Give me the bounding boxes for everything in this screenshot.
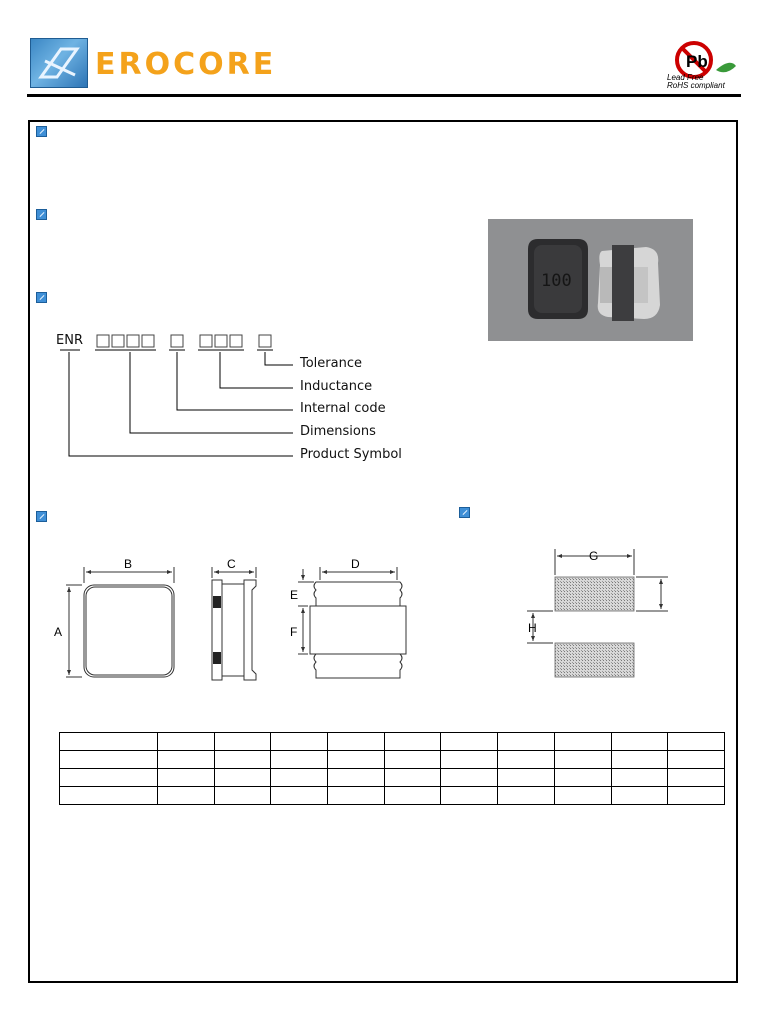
table-cell xyxy=(441,733,498,751)
table-row xyxy=(60,769,725,787)
table-cell xyxy=(554,787,611,805)
table-cell xyxy=(271,787,328,805)
table-cell xyxy=(158,787,215,805)
table-cell xyxy=(498,769,555,787)
part-number-prefix: ENR xyxy=(56,333,83,348)
table-cell xyxy=(611,733,668,751)
table-cell xyxy=(271,751,328,769)
table-cell xyxy=(441,787,498,805)
dim-label-b: B xyxy=(124,557,133,571)
table-cell xyxy=(498,787,555,805)
table-row xyxy=(60,787,725,805)
rohs-symbol: Pb xyxy=(686,52,708,71)
table-cell xyxy=(158,733,215,751)
table-cell xyxy=(60,787,158,805)
table-cell xyxy=(668,787,725,805)
table-cell xyxy=(384,733,441,751)
dim-label-c: C xyxy=(227,557,236,571)
table-cell xyxy=(668,733,725,751)
dim-label-a: A xyxy=(54,625,63,639)
dim-label-g: G xyxy=(589,549,599,563)
table-cell xyxy=(384,787,441,805)
table-cell xyxy=(158,751,215,769)
brand-name: EROCORE xyxy=(95,47,277,82)
dim-label-e: E xyxy=(290,588,299,602)
table-cell xyxy=(554,751,611,769)
table-cell xyxy=(328,751,385,769)
table-cell xyxy=(668,751,725,769)
photo-marking: 100 xyxy=(541,271,572,291)
table-cell xyxy=(60,751,158,769)
table-cell xyxy=(271,769,328,787)
table-cell xyxy=(214,751,271,769)
table-cell xyxy=(214,733,271,751)
table-cell xyxy=(668,769,725,787)
table-cell xyxy=(214,769,271,787)
table-cell xyxy=(384,751,441,769)
table-cell xyxy=(441,769,498,787)
table-cell xyxy=(60,733,158,751)
table-cell xyxy=(554,733,611,751)
dim-label-h: H xyxy=(528,621,537,635)
table-row xyxy=(60,733,725,751)
label-inductance: Inductance xyxy=(300,379,373,394)
rohs-line2: RoHS compliant xyxy=(667,81,725,90)
table-cell xyxy=(328,769,385,787)
label-product-symbol: Product Symbol xyxy=(300,447,402,462)
dim-label-f: F xyxy=(290,625,298,639)
table-cell xyxy=(498,733,555,751)
table-cell xyxy=(271,733,328,751)
table-cell xyxy=(441,751,498,769)
table-cell xyxy=(611,751,668,769)
dimension-table xyxy=(59,732,725,805)
table-row xyxy=(60,751,725,769)
table-cell xyxy=(384,769,441,787)
table-cell xyxy=(611,769,668,787)
table-cell xyxy=(611,787,668,805)
label-internal-code: Internal code xyxy=(300,401,386,416)
table-cell xyxy=(328,787,385,805)
table-cell xyxy=(554,769,611,787)
dim-label-d: D xyxy=(351,557,360,571)
label-tolerance: Tolerance xyxy=(300,356,362,371)
table-cell xyxy=(214,787,271,805)
table-cell xyxy=(60,769,158,787)
rohs-line1: Lead Free xyxy=(667,73,704,82)
table-cell xyxy=(498,751,555,769)
label-dimensions: Dimensions xyxy=(300,424,376,439)
table-cell xyxy=(158,769,215,787)
table-cell xyxy=(328,733,385,751)
